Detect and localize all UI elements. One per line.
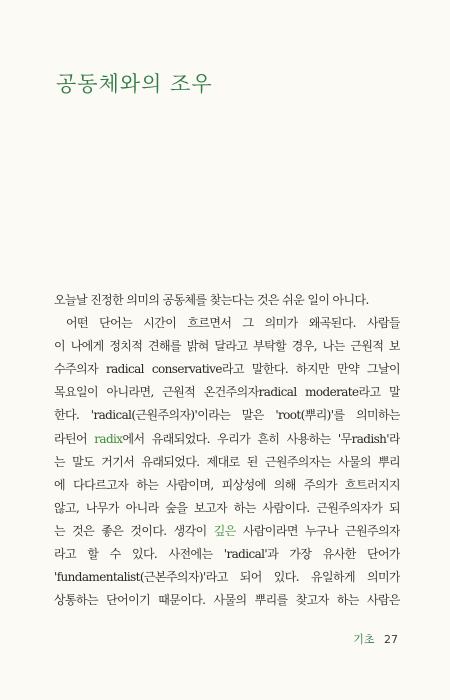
body-line: 는 말도 거기서 유래되었다. 제대로 된 근원주의자는 사물의 뿌리 xyxy=(54,454,400,469)
body-line: 수주의자 radical conservative라고 말한다. 하지만 만약 그날이 xyxy=(54,362,400,377)
page-footer xyxy=(353,631,398,647)
body-line: 에 다다르고자 하는 사람이며, 피상성에 의해 주의가 흐트러지지 xyxy=(54,477,400,492)
body-line-segment: 라틴어 xyxy=(54,431,95,446)
body-line: 이 나에게 정치적 견해를 밝혀 달라고 부탁할 경우, 나는 근원적 보 xyxy=(54,339,400,354)
body-line: 어떤 단어는 시간이 흐르면서 그 의미가 왜곡된다. 사람들 xyxy=(66,316,400,331)
body-line: 목요일이 아니라면, 근원적 온건주의자radical moderate라고 말 xyxy=(54,385,400,400)
highlighted-word: 깊은 xyxy=(213,523,236,538)
body-line-segment: 는 것은 좋은 것이다. 생각이 xyxy=(54,523,214,538)
body-line-with-highlight xyxy=(54,428,400,451)
body-line: 한다. 'radical(근원주의자)'이라는 말은 'root(뿌리)'를 의미하는 xyxy=(54,408,400,423)
chapter-title: 공동체와의 조우 xyxy=(56,72,213,96)
body-line: 'fundamentalist(근본주의자)'라고 되어 있다. 유일하게 의미가 xyxy=(54,570,400,585)
body-text xyxy=(54,289,400,612)
body-line-segment: 사람이라면 누구나 근원주의자 xyxy=(235,523,400,538)
body-line-with-highlight xyxy=(54,520,400,543)
body-line-segment: 에서 유래되었다. 우리가 흔히 사용하는 '무radish'라 xyxy=(122,431,400,446)
section-label: 기초 xyxy=(353,633,375,646)
body-line: 라고 할 수 있다. 사전에는 'radical'과 가장 유사한 단어가 xyxy=(54,547,400,562)
body-line: 않고, 나무가 아니라 숲을 보고자 하는 사람이다. 근원주의자가 되 xyxy=(54,500,400,515)
highlighted-word: radix xyxy=(94,431,123,446)
page-number: 27 xyxy=(384,633,398,646)
body-line: 상통하는 단어이기 때문이다. 사물의 뿌리를 찾고자 하는 사람은 xyxy=(54,593,400,608)
body-line: 오늘날 진정한 의미의 공동체를 찾는다는 것은 쉬운 일이 아니다. xyxy=(54,293,369,307)
